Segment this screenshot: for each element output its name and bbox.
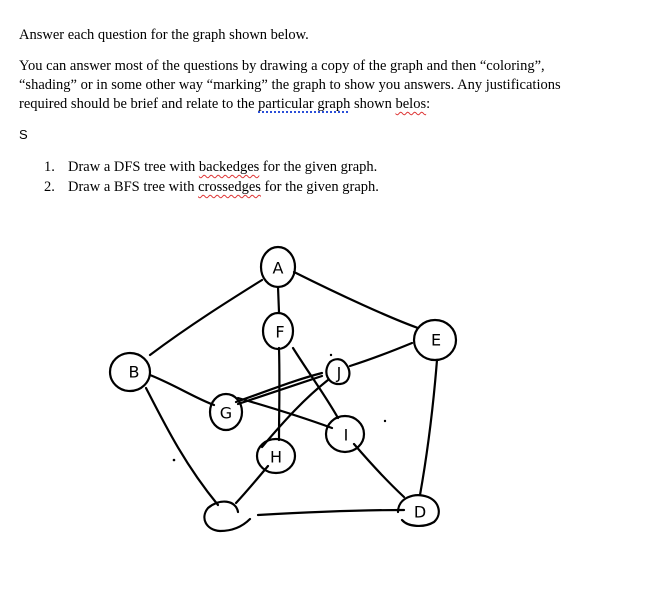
edge-i-d xyxy=(354,444,404,497)
node-c xyxy=(204,502,250,531)
edge-c-h xyxy=(236,466,268,503)
question-pre: Draw a DFS tree with xyxy=(68,159,199,175)
node-label-a: A xyxy=(272,258,284,278)
edge-g-i xyxy=(238,398,332,428)
node-label-h: H xyxy=(269,447,283,467)
question-term: backedges xyxy=(198,159,260,175)
para-line-2: “shading” or in some other way “marking” the graph to show you answers. Any justifications xyxy=(19,77,561,93)
edge-b-c xyxy=(146,388,218,505)
para-line-3a: required should be brief and relate to the xyxy=(19,96,259,112)
question-term: crossedges xyxy=(198,179,261,195)
question-number: 1. xyxy=(44,159,55,175)
question-number: 2. xyxy=(44,179,55,195)
node-label-g: G xyxy=(219,403,233,423)
intro-text: Answer each question for the graph shown below. xyxy=(19,27,309,43)
edge-e-d xyxy=(420,360,437,495)
edge-b-g xyxy=(150,375,214,405)
node-label-i: I xyxy=(343,425,349,445)
question-post: for the given graph. xyxy=(259,159,378,175)
edge-a-f xyxy=(278,287,279,312)
stray-dot xyxy=(330,354,332,356)
node-label-j: J xyxy=(336,363,342,383)
para-line-3e: : xyxy=(426,96,431,112)
para-particular-graph: particular graph xyxy=(258,96,351,112)
question-post: for the given graph. xyxy=(260,179,379,195)
edge-a-b xyxy=(150,280,262,355)
para-line-3c: shown xyxy=(350,96,396,112)
stray-dot xyxy=(173,459,176,462)
node-label-b: B xyxy=(128,362,140,382)
node-label-f: F xyxy=(275,322,285,342)
para-line-1: You can answer most of the questions by drawing a copy of the graph and then “coloring”, xyxy=(19,58,545,74)
para-belos: belos xyxy=(395,96,427,112)
question-pre: Draw a BFS tree with xyxy=(68,179,199,195)
node-label-d: D xyxy=(413,502,427,522)
edge-j-e xyxy=(350,343,412,366)
edge-a-e xyxy=(294,272,418,328)
stray-letter: S xyxy=(19,127,28,142)
edge-c-d xyxy=(258,510,404,515)
stray-dot xyxy=(384,420,386,422)
node-label-e: E xyxy=(430,330,442,350)
